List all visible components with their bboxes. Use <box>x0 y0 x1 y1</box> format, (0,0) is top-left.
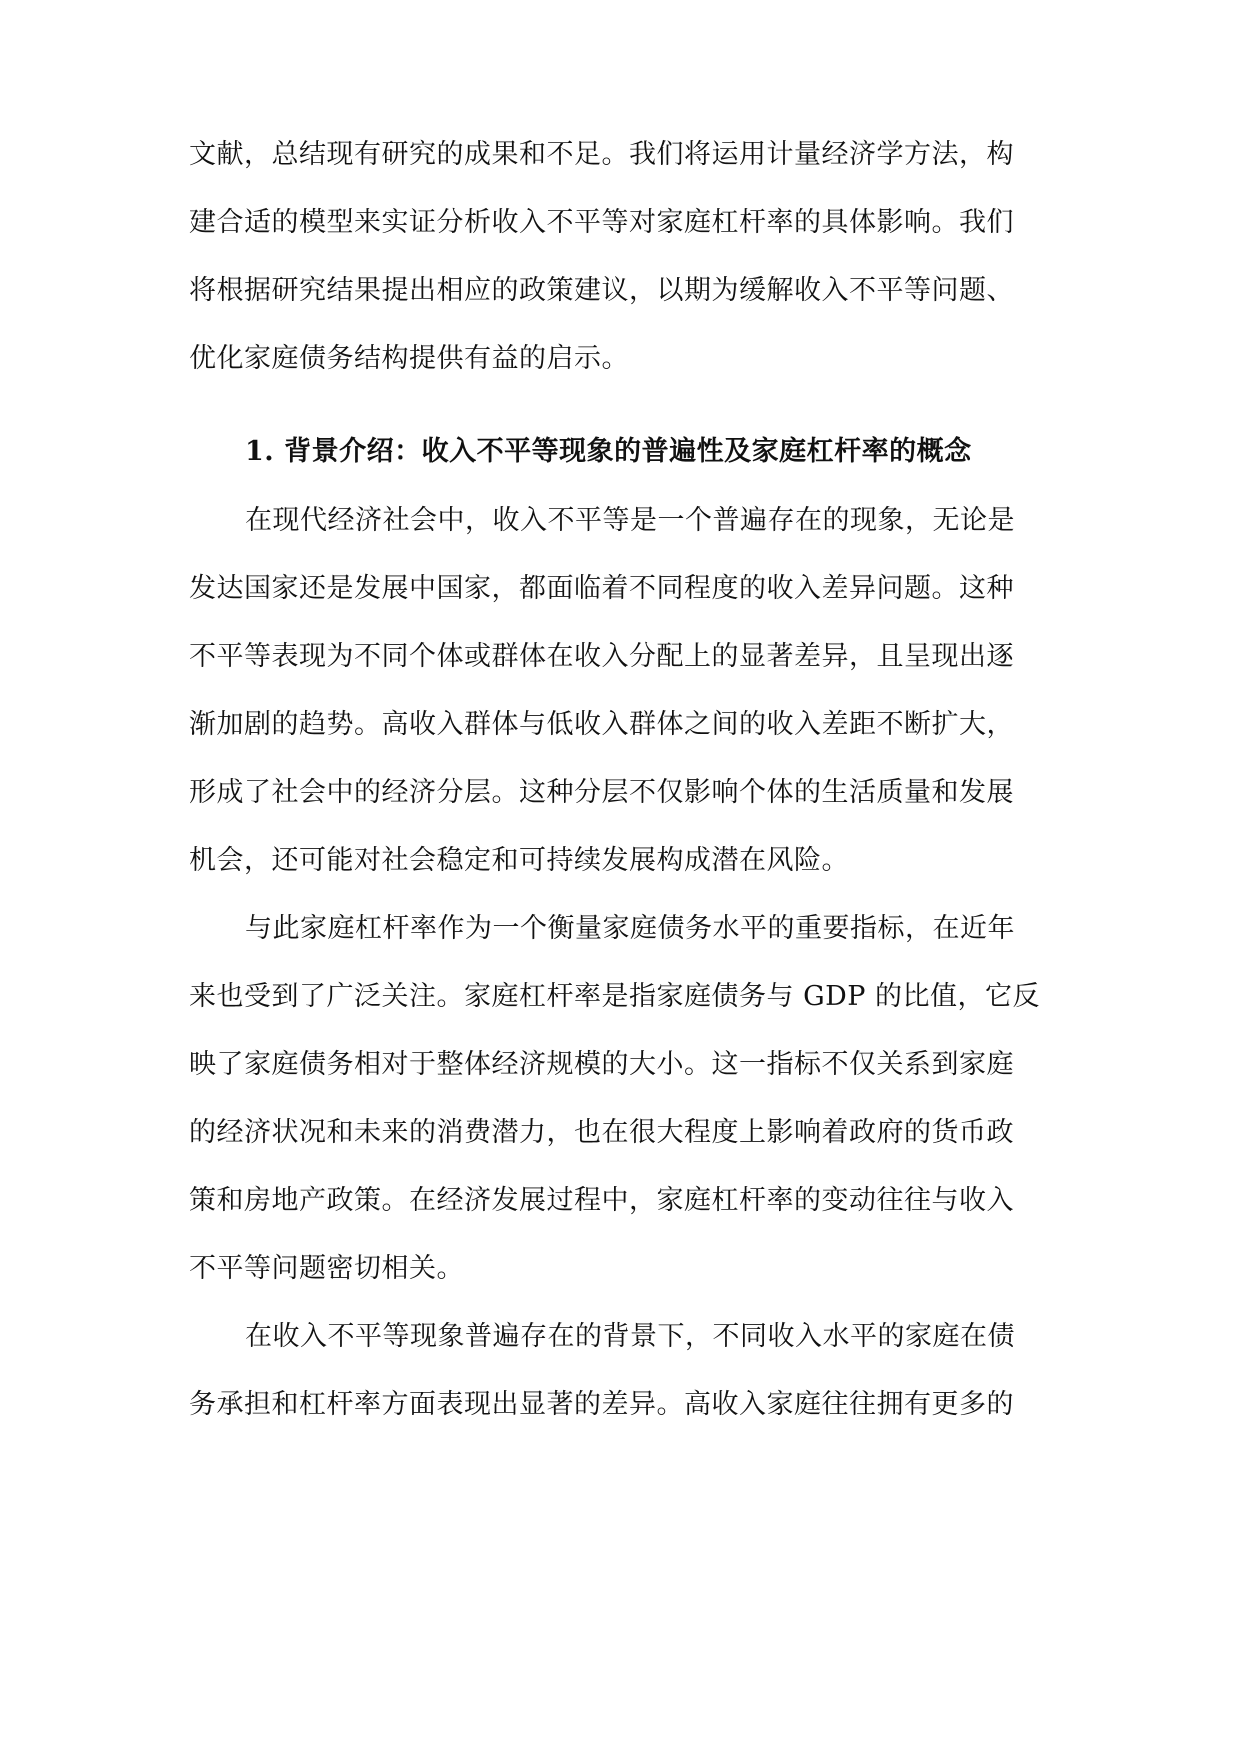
intro-line-3: 将根据研究结果提出相应的政策建议，以期为缓解收入不平等问题、 <box>189 275 1014 306</box>
intro-line-4: 优化家庭债务结构提供有益的启示。 <box>189 343 629 374</box>
para1-line-6: 机会，还可能对社会稳定和可持续发展构成潜在风险。 <box>189 845 849 876</box>
para1-line-2: 发达国家还是发展中国家，都面临着不同程度的收入差异问题。这种 <box>189 573 1014 604</box>
para2-line-2: 来也受到了广泛关注。家庭杠杆率是指家庭债务与 GDP 的比值，它反 <box>189 981 1041 1012</box>
para2-line-5: 策和房地产政策。在经济发展过程中，家庭杠杆率的变动往往与收入 <box>189 1185 1014 1216</box>
intro-line-2: 建合适的模型来实证分析收入不平等对家庭杠杆率的具体影响。我们 <box>189 207 1014 238</box>
para1-line-4: 渐加剧的趋势。高收入群体与低收入群体之间的收入差距不断扩大， <box>189 709 1014 740</box>
intro-line-1: 文献，总结现有研究的成果和不足。我们将运用计量经济学方法，构 <box>189 139 1014 170</box>
para2-line-6: 不平等问题密切相关。 <box>189 1253 464 1284</box>
para2-line-1: 与此家庭杠杆率作为一个衡量家庭债务水平的重要指标，在近年 <box>245 913 1015 944</box>
para3-line-2: 务承担和杠杆率方面表现出显著的差异。高收入家庭往往拥有更多的 <box>189 1389 1014 1420</box>
para2-line-4: 的经济状况和未来的消费潜力，也在很大程度上影响着政府的货币政 <box>189 1117 1014 1148</box>
para2-line-3: 映了家庭债务相对于整体经济规模的大小。这一指标不仅关系到家庭 <box>189 1049 1014 1080</box>
para1-line-5: 形成了社会中的经济分层。这种分层不仅影响个体的生活质量和发展 <box>189 777 1014 808</box>
para1-line-1: 在现代经济社会中，收入不平等是一个普遍存在的现象，无论是 <box>245 505 1015 536</box>
para1-line-3: 不平等表现为不同个体或群体在收入分配上的显著差异，且呈现出逐 <box>189 641 1014 672</box>
section-heading: 1. 背景介绍：收入不平等现象的普遍性及家庭杠杆率的概念 <box>245 436 972 467</box>
para3-line-1: 在收入不平等现象普遍存在的背景下，不同收入水平的家庭在债 <box>245 1321 1015 1352</box>
